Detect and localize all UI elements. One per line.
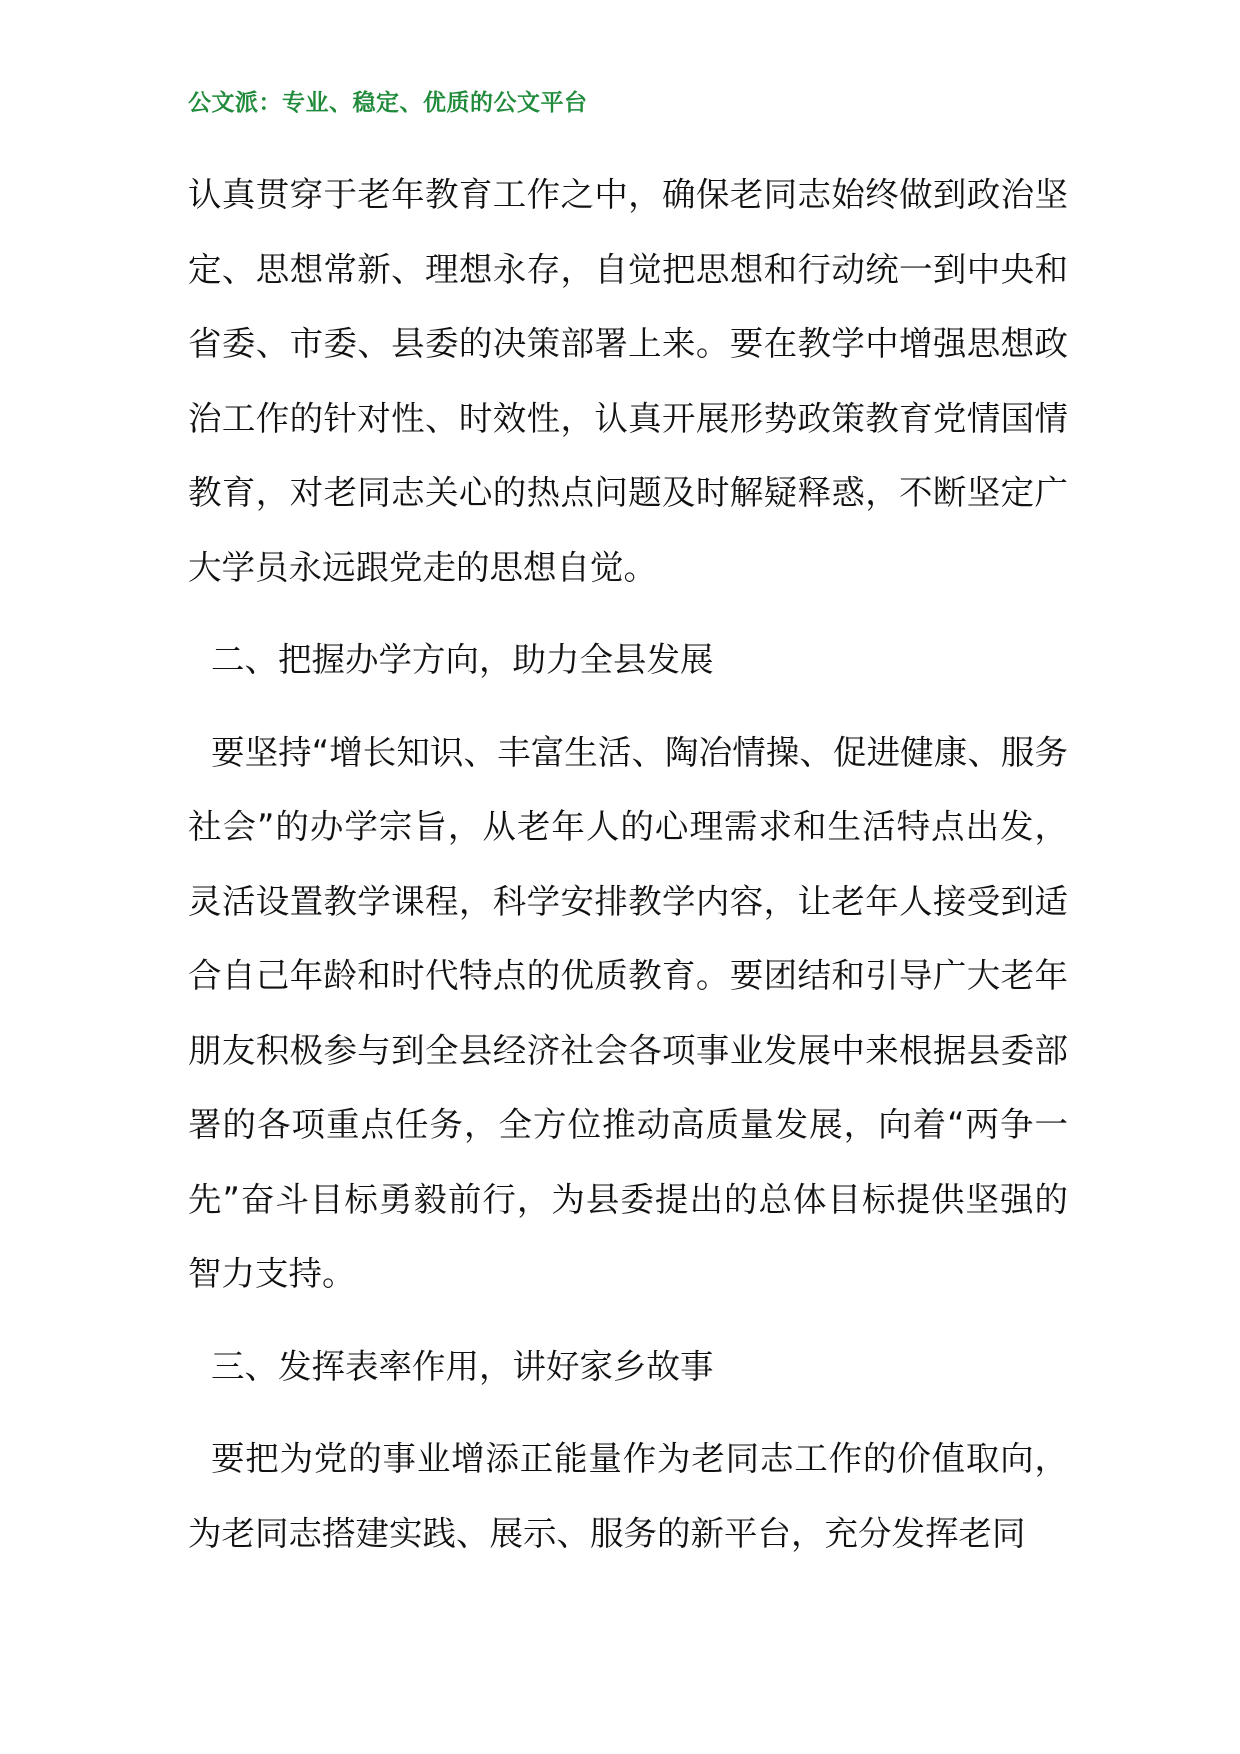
paragraph-section-2: 要坚持“增长知识、丰富生活、陶冶情操、促进健康、服务社会”的办学宗旨，从老年人的心理需求和生活特点出发，灵活设置教学课程，科学安排教学内容，让老年人接受到适合自己年龄和时代特点的优质教育。要团结和引导广大老年朋友积极参与到全县经济社会各项事业发展中来根据县委部署的各项重点任务，全方位推动高质量发展，向着“两争一先”奋斗目标勇毅前行，为县委提出的总体目标提供坚强的智力支持。 — [188, 732, 1068, 1293]
site-header-banner: 公文派：专业、稳定、优质的公文平台 — [188, 89, 588, 116]
document-body — [188, 158, 1068, 1571]
paragraph-section-3: 要把为党的事业增添正能量作为老同志工作的价值取向，为老同志搭建实践、展示、服务的新平台，充分发挥老同 — [188, 1439, 1068, 1553]
section-heading-2: 二、把握办学方向，助力全县发展 — [211, 640, 714, 679]
section-heading-3: 三、发挥表率作用，讲好家乡故事 — [211, 1346, 714, 1386]
paragraph-continuation: 认真贯穿于老年教育工作之中，确保老同志始终做到政治坚定、思想常新、理想永存，自觉把思想和行动统一到中央和省委、市委、县委的决策部署上来。要在教学中增强思想政治工作的针对性、时效性，认真开展形势政策教育党情国情教育，对老同志关心的热点问题及时解疑释惑，不断坚定广大学员永远跟党走的思想自觉。 — [188, 175, 1068, 587]
